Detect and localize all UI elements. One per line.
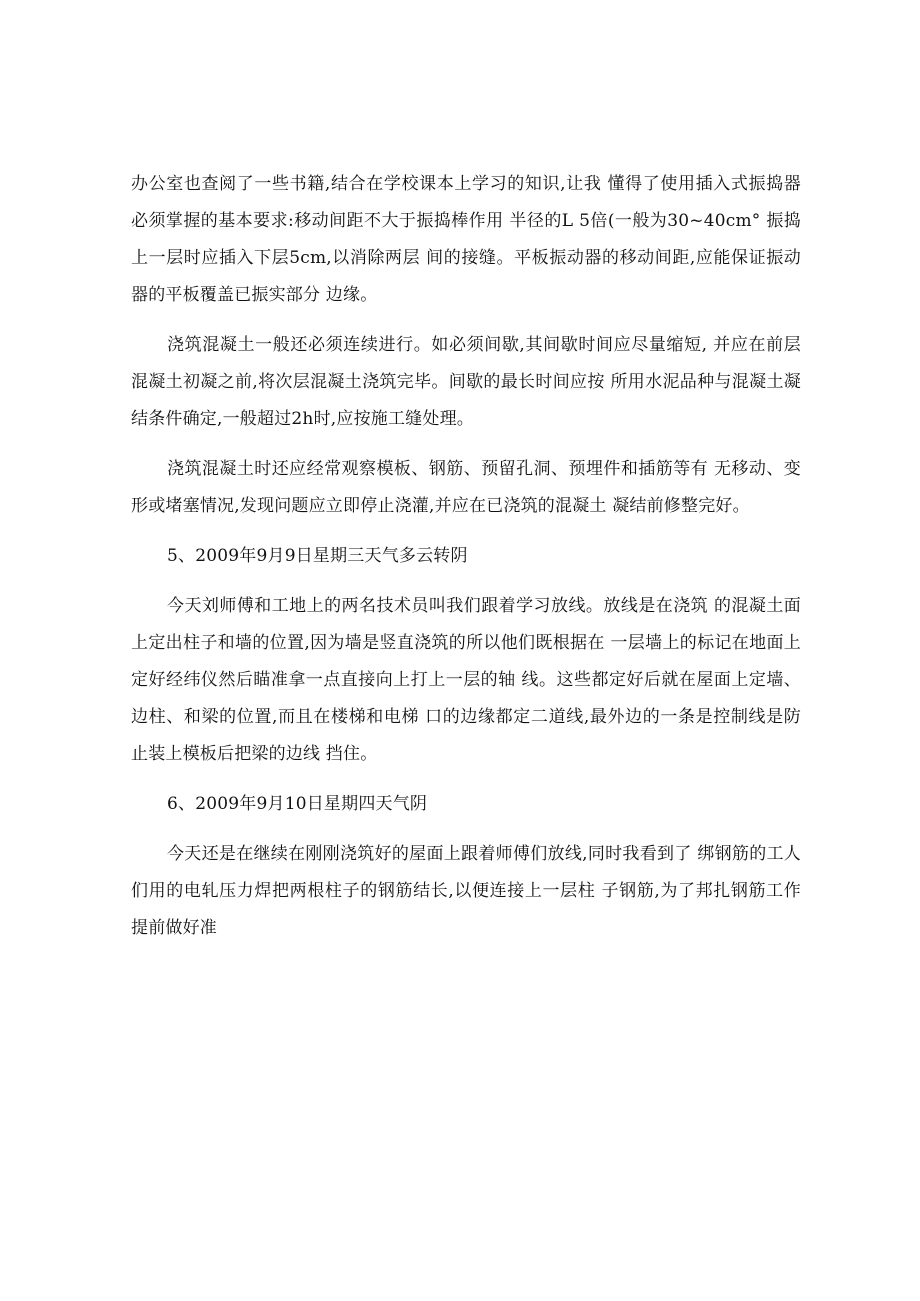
diary-entry-heading-5: 5、2009年9月9日星期三天气多云转阴 — [167, 546, 468, 566]
paragraph-continuous-pouring: 浇筑混凝土一般还必须连续进行。如必须间歇,其间歇时间应尽量缩短, 并应在前层混凝土初凝之前,将次层混凝土浇筑完毕。间歇的最长时间应按 所用水泥品种与混凝土凝结条件确定,一般超过2h时,应按施工缝处理。 — [131, 335, 801, 429]
paragraph-formwork-inspection: 浇筑混凝土时还应经常观察模板、钢筋、预留孔洞、预埋件和插筋等有 无移动、变形或堵塞情况,发现问题应立即停止浇灌,并应在已浇筑的混凝土 凝结前修整完好。 — [131, 459, 801, 516]
document-body — [131, 166, 801, 947]
diary-entry-heading-6: 6、2009年9月10日星期四天气阴 — [167, 794, 428, 814]
paragraph-setting-out-lines: 今天刘师傅和工地上的两名技术员叫我们跟着学习放线。放线是在浇筑 的混凝土面上定出柱子和墙的位置,因为墙是竖直浇筑的所以他们既根据在 一层墙上的标记在地面上定好经纬仪然后瞄准拿一点直接向上打上一层的轴 线。这些都定好后就在屋面上定墙、边柱、和梁的位置,而且在楼梯和电梯 口的边缘都定二道线,最外边的一条是控制线是防止装上模板后把梁的边线 挡住。 — [131, 596, 801, 764]
paragraph-vibrator-requirements: 办公室也查阅了一些书籍,结合在学校课本上学习的知识,让我 懂得了使用插入式振捣器必须掌握的基本要求:移动间距不大于振捣棒作用 半径的L 5倍(一般为30~40cm° 振捣上一层时应插入下层5cm,以消除两层 间的接缝。平板振动器的移动间距,应能保证振动器的平板覆盖已振实部分 边缘。 — [131, 174, 801, 305]
paragraph-rebar-welding: 今天还是在继续在刚刚浇筑好的屋面上跟着师傅们放线,同时我看到了 绑钢筋的工人们用的电轧压力焊把两根柱子的钢筋结长,以便连接上一层柱 子钢筋,为了邦扎钢筋工作提前做好准 — [131, 844, 801, 938]
